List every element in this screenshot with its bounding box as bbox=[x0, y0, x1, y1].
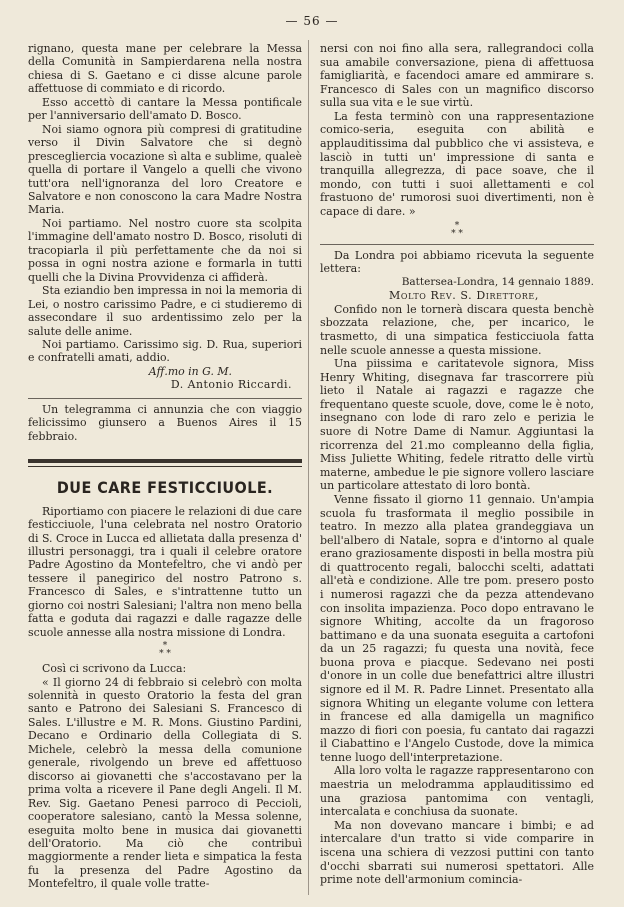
london-intro: Da Londra poi abbiamo ricevuta la seguente lettera: bbox=[320, 248, 594, 276]
left-column bbox=[28, 42, 302, 891]
section-rule-thick bbox=[28, 459, 302, 463]
separator bbox=[28, 398, 302, 399]
letter-dateline: Battersea-Londra, 14 gennaio 1889. bbox=[401, 275, 594, 288]
asterism-ornament: * * * bbox=[451, 220, 463, 239]
paragraph: Una piissima e caritatevole signora, Miss Henry Whiting, disegnava far trascorrere più lieto il Natale ai ragazzi e ragazze che frequentano queste scuole, dove, come le è noto, insegnano con lode di raro zelo e perizia le suore di Notre Dame di Namur. Aggiuntasi la ricorrenza del 21.mo compleanno della figlia, Miss Juliette Whiting, fedele ritratto delle virtù materne, ambedue le pie signore vollero lasciare un particolare attestato di loro bontà. bbox=[320, 357, 594, 493]
lucca-intro: Così ci scrivono da Lucca: bbox=[42, 662, 187, 676]
letter-salutation: Molto Rev. S. Direttore, bbox=[389, 289, 539, 303]
article-intro: Riportiamo con piacere le relazioni di due care festicciuole, l'una celebrata nel nostro Oratorio di S. Croce in Lucca ed allietata dalla presenza d' illustri personaggi, tra i quali il celebre oratore Padre Agostino da Montefeltro, che vi andò per tessere il panegirico del nostro Patrono s. Francesco di Sales, e s'intrattenne tutto un giorno coi nostri Salesiani; l'altra non meno bella fatta e goduta dai ragazzi e dalle ragazze delle scuole annesse alla nostra missione di Londra. bbox=[28, 504, 302, 639]
paragraph: Noi partiamo. Nel nostro cuore sta scolpita l'immagine dell'amato nostro D. Bosco, risoluti di tracopiarla il più perfettamente che da noi si possa in ogni nostra azione e formarla in tutti quelli che la Divina Provvidenza ci affiderà. bbox=[28, 216, 302, 284]
signature-greeting: Aff.mo in G. M. bbox=[148, 364, 232, 378]
paragraph: Ma non dovevano mancare i bimbi; e ad intercalare d'un tratto si vide comparire in iscena una schiera di vezzosi puttini con tanto d'occhi sbarrati sui numerosi spettatori. Alle prime note dell'armonium comincia- bbox=[320, 818, 594, 887]
paragraph: Sta eziandio ben impressa in noi la memoria di Lei, o nostro carissimo Padre, e ci studieremo di assecondare il suo ardentissimo zelo per la salute delle anime. bbox=[28, 284, 302, 338]
lucca-report-continued: nersi con noi fino alla sera, rallegrandoci colla sua amabile conversazione, piena di affettuosa famigliarità, e facendoci amare ed ammirare s. Francesco di Sales con un magnifico discorso sulla sua vita e le sue virtù. bbox=[320, 42, 594, 110]
paragraph: Noi siamo ognora più compresi di gratitudine verso il Divin Salvatore che si degnò prescegliercia vocazione sì alta e sublime, qualeè quella di portare il Vangelo a quelli che vivono tutt'ora nell'ignoranza del loro Creatore e Salvatore e non conoscono la cara Madre Nostra Maria. bbox=[28, 122, 302, 217]
signature-name: D. Antonio Riccardi. bbox=[170, 378, 292, 392]
paragraph: Venne fissato il giorno 11 gennaio. Un'ampia scuola fu trasformata il meglio possibile in teatro. In mezzo alla platea grandeggiava un bell'albero di Natale, sopra e d'intorno al quale erano graziosamente disposti in bella mostra più di quattrocento regali, balocchi scelti, adattati all'età e condizione. Alle tre pom. presero posto i numerosi ragazzi che da pezza attendevano con insolita impazienza. Poco dopo entravano le signore Whiting, accolte da un fragoroso battimano e da una suonata eseguita a cartofoni da un 25 ragazzi; fu questa una novità, fece buona prova e piacque. Sedevano nei posti d'onore in un colle due benefattrici altre illustri signore ed il M. R. Padre Linnet. Presentato alla signora Whiting un elegante volume con lettera in francese ed alla damigella un magnifico mazzo di fiori con poesia, fu cantato dai ragazzi il Ciabattino e l'Angelo Custode, dove la mimica tenne luogo dell'interpretazione. bbox=[320, 492, 594, 764]
paragraph: rignano, questa mane per celebrare la Messa della Comunità in Sampierdarena nella nostra chiesa di S. Gaetano e ci disse alcune parole affettuose di commiato e di ricordo. bbox=[28, 42, 302, 96]
lucca-report: « Il giorno 24 di febbraio si celebrò con molta solennità in questo Oratorio la festa del gran santo e Patrono dei Salesiani S. Francesco di Sales. L'illustre e M. R. Mons. Giustino Pardini, Decano e Ordinario della Collegiata di S. Michele, celebrò la messa della comunione generale, rivolgendo un breve ed affettuoso discorso ai giovanetti che s'accostavano per la prima volta a ricevere il Pane degli Angeli. Il M. Rev. Sig. Gaetano Penesi parroco di Peccioli, cooperatore salesiano, cantò la Messa solenne, eseguita molto bene in musica dai giovanetti dell'Oratorio. Ma ciò che contribuì maggiormente a render lieta e simpatica la festa fu la presenza del Padre Agostino da Montefeltro, il quale volle tratte- bbox=[28, 675, 302, 891]
lucca-report-end: La festa terminò con una rappresentazione comico-seria, eseguita con abilità e applauditissima dal pubblico che vi assisteva, e lasciò in tutti un' impressione di santa e tranquilla allegrezza, di pace soave, che il mondo, con tutti i suoi allettamenti e col frastuono de' rumorosi suoi divertimenti, non è capace di dare. » bbox=[320, 109, 594, 218]
telegram-note: Un telegramma ci annunzia che con viaggio felicissimo giunsero a Buenos Aires il 15 febbraio. bbox=[28, 402, 302, 443]
right-column bbox=[320, 42, 594, 887]
asterism-ornament: * * * bbox=[159, 641, 171, 660]
column-divider bbox=[308, 40, 309, 895]
paragraph: Confido non le tornerà discara questa benchè sbozzata relazione, che, per incarico, le trasmetto, di una simpatica festicciuola fatta nelle scuole annesse a questa missione. bbox=[320, 302, 594, 357]
article-headline: DUE CARE FESTICCIUOLE. bbox=[56, 478, 274, 498]
section-rule-thin bbox=[28, 466, 302, 467]
paragraph: Noi partiamo. Carissimo sig. D. Rua, superiori e confratelli amati, addio. bbox=[28, 337, 302, 365]
paragraph: Esso accettò di cantare la Messa pontificale per l'anniversario dell'amato D. Bosco. bbox=[28, 95, 302, 123]
separator bbox=[320, 244, 594, 245]
page-number: — 56 — bbox=[285, 14, 339, 28]
paragraph: Alla loro volta le ragazze rappresentarono con maestria un melodramma applauditissimo ed una graziosa pantomima con ventagli, intercalata e conchiusa da suonate. bbox=[320, 764, 594, 819]
